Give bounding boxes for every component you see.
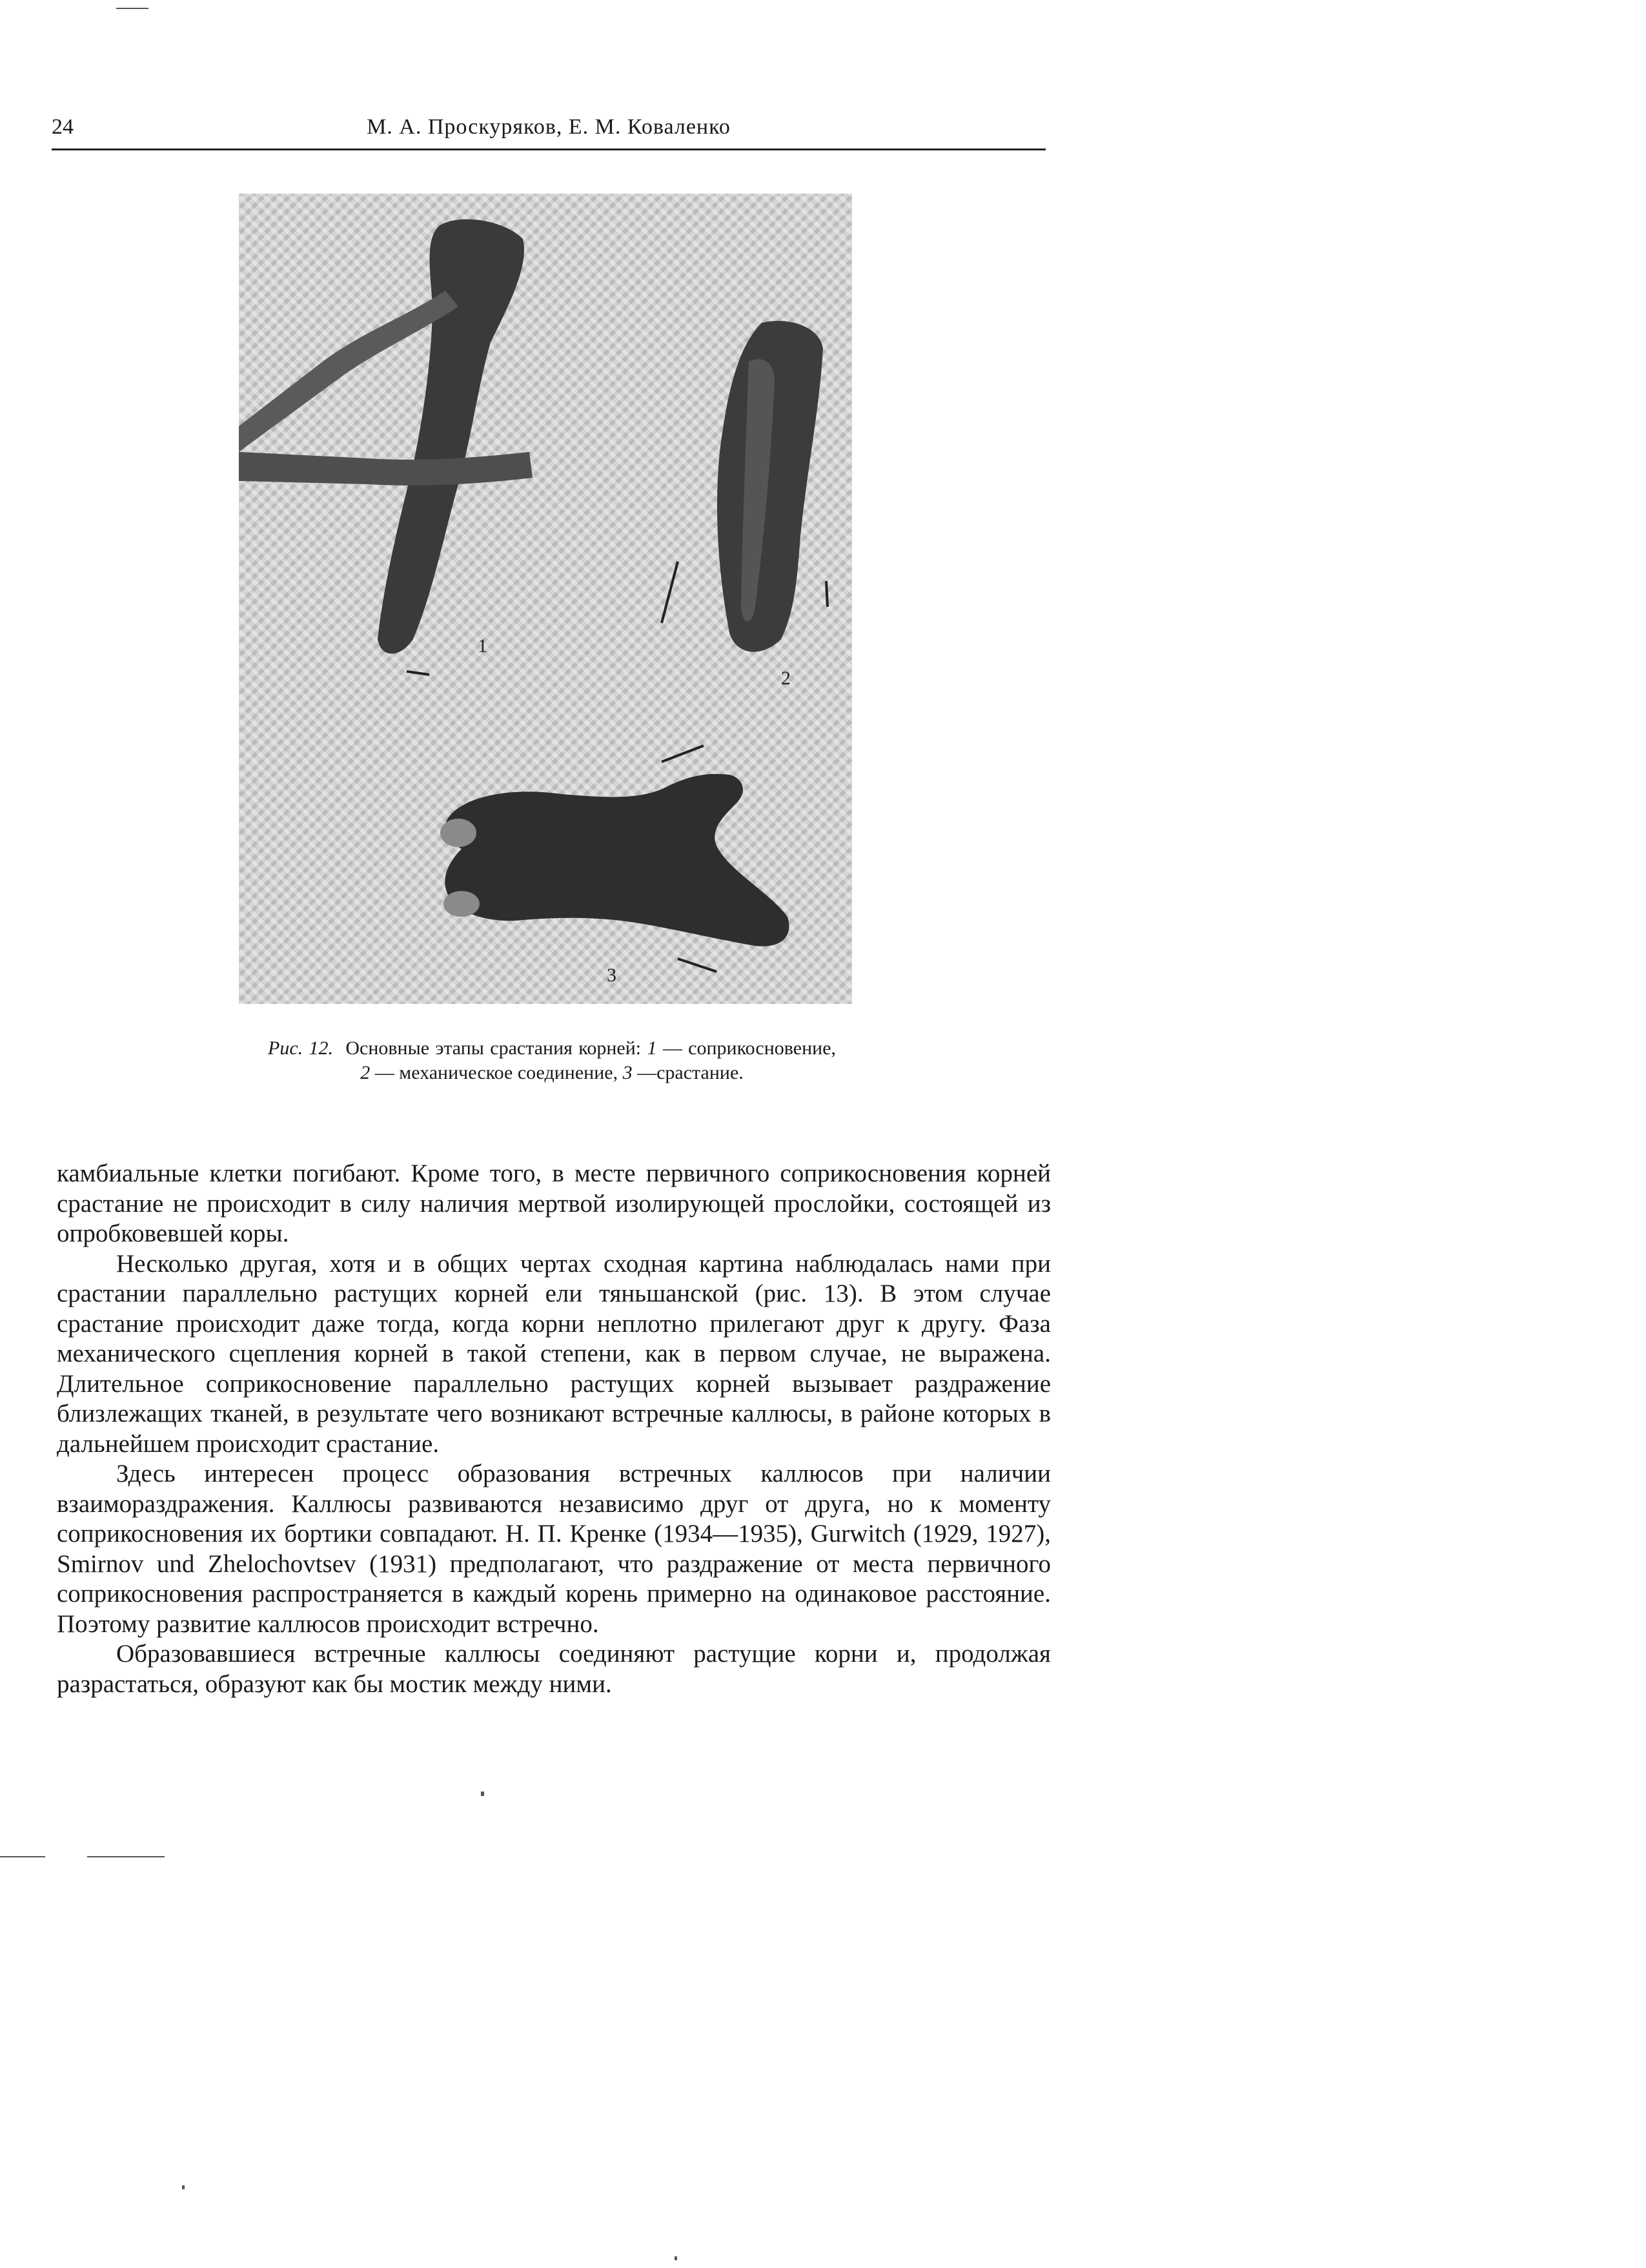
running-header [52,110,1046,150]
caption-title: Основные этапы срастания корней: [345,1037,642,1059]
caption-item-3-number: 3 [622,1062,633,1083]
caption-item-2-number: 2 [360,1062,371,1083]
caption-item-2-text: — механическое соединение, [374,1062,618,1083]
figure-label-1: 1 [478,635,487,657]
root-stage-2 [717,321,823,652]
figure-label-2: 2 [781,668,791,689]
root-grafting-photo [239,194,852,1004]
paragraph: камбиальные клетки погибают. Кроме того, в месте первичного соприкосновения корней срастание не происходит в силу наличия мертвой изолирующей прослойки, состоящей из опробковевшей коры. [57,1160,1051,1247]
scan-artifact-dot [675,2256,677,2260]
caption-item-1-text: — соприкосновение, [662,1037,837,1059]
page-number: 24 [52,115,74,139]
paragraph: Несколько другая, хотя и в общих чертах сходная картина наблюдалась нами при срастании параллельно растущих корней ели тяньшанской (рис. 13). В этом случае срастание происходит даже тогда, когда корни неплотно прилегают друг к другу. Фаза механического сцепления корней в такой степени, как в первом случае, не выражена. Длительное соприкосновение параллельно растущих корней вызывает раздражение близлежащих тканей, в результате чего возникают встречные каллюсы, в районе которых в дальнейшем происходит срастание. [57,1249,1051,1458]
caption-figure-label: Рис. 12. [268,1037,333,1059]
paragraph: Образовавшиеся встречные каллюсы соединяют растущие корни и, продолжая разрастаться, образуют как бы мостик между ними. [57,1640,1051,1698]
caption-item-3-text: —срастание. [637,1062,744,1083]
scan-artifact-dot [182,2185,185,2189]
scan-artifact-line [0,1856,45,1857]
figure-label-3: 3 [607,965,616,986]
caption-item-1-number: 1 [647,1037,657,1059]
root-stage-1 [239,220,533,654]
paragraph: Здесь интересен процесс образования встречных каллюсов при наличии взаимораздражения. Каллюсы развиваются независимо друг от друга, но к моменту соприкосновения их бортики совпадают. Н. П. Кренке (1934—1935), Gurwitch (1929, 1927), Smirnov und Zhelochovtsev (1931) предполагают, что раздражение от места первичного соприкосновения распространяется в каждый корень примерно на одинаковое расстояние. Поэтому развитие каллюсов происходит встречно. [57,1460,1051,1638]
body-text [57,1159,1051,1699]
scan-artifact-line [116,8,148,9]
figure-caption [268,1036,836,1085]
scan-artifact-line [87,1856,165,1857]
scan-artifact-dot [481,1792,484,1796]
running-title-authors: М. А. Проскуряков, Е. М. Коваленко [367,115,731,139]
root-stage-3 [440,774,789,946]
figure-photo [239,194,852,1004]
